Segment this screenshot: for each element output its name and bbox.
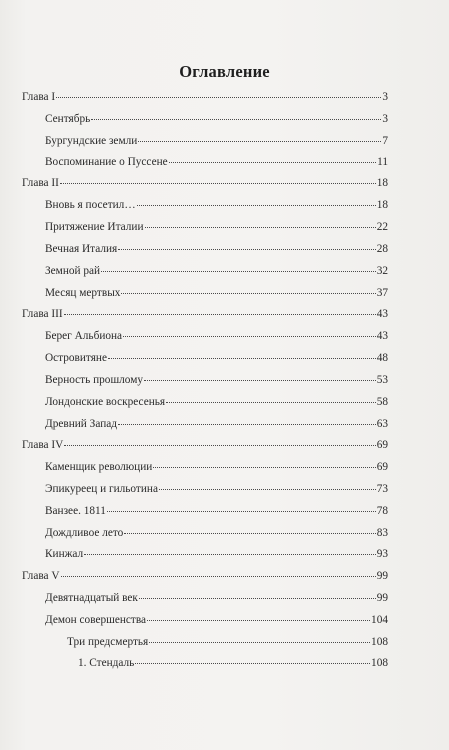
toc-entry-title: Эпикуреец и гильотина bbox=[45, 483, 158, 495]
dot-leader bbox=[118, 414, 376, 425]
toc-entry-title: Бургундские земли bbox=[45, 135, 138, 147]
toc-page-number: 104 bbox=[371, 614, 388, 626]
toc-page-number: 83 bbox=[376, 527, 388, 539]
toc-section-entry[interactable] bbox=[45, 503, 388, 517]
dot-leader bbox=[166, 392, 376, 403]
dot-leader bbox=[108, 348, 376, 359]
dot-leader bbox=[144, 370, 376, 381]
dot-leader bbox=[84, 544, 376, 555]
toc-entry-title: Сентябрь bbox=[45, 113, 91, 125]
toc-section-entry[interactable] bbox=[45, 350, 388, 364]
toc-page-number: 32 bbox=[376, 265, 388, 277]
dot-leader bbox=[123, 326, 376, 337]
toc-page-number: 73 bbox=[376, 483, 388, 495]
dot-leader bbox=[64, 304, 376, 315]
dot-leader bbox=[121, 283, 375, 294]
toc-entry-title: Глава I bbox=[22, 91, 56, 103]
toc-section-entry[interactable] bbox=[45, 546, 388, 560]
dot-leader bbox=[61, 566, 376, 577]
toc-section-entry[interactable] bbox=[45, 525, 388, 539]
dot-leader bbox=[135, 653, 370, 664]
toc-entry-title: Демон совершенства bbox=[45, 614, 147, 626]
toc-entry-title: Воспоминание о Пуссене bbox=[45, 156, 168, 168]
toc-entry-title: Островитяне bbox=[45, 352, 107, 364]
toc-entry-title: Глава II bbox=[22, 177, 59, 189]
toc-section-entry[interactable] bbox=[45, 481, 388, 495]
toc-section-entry[interactable] bbox=[45, 263, 388, 277]
dot-leader bbox=[137, 195, 376, 206]
toc-page-number: 43 bbox=[376, 330, 388, 342]
toc-entry-title: Ванзее. 1811 bbox=[45, 505, 106, 517]
dot-leader bbox=[149, 632, 370, 643]
toc-page-number: 18 bbox=[376, 199, 388, 211]
toc-entry-title: Вечная Италия bbox=[45, 243, 118, 255]
toc-entry-title: Земной рай bbox=[45, 265, 101, 277]
dot-leader bbox=[147, 610, 370, 621]
toc-entry-title: Лондонские воскресенья bbox=[45, 396, 166, 408]
toc-page-number: 53 bbox=[376, 374, 388, 386]
toc-page-number: 78 bbox=[376, 505, 388, 517]
dot-leader bbox=[60, 173, 376, 184]
toc-entry-title: 1. Стендаль bbox=[78, 657, 135, 669]
toc-page-number: 63 bbox=[376, 418, 388, 430]
toc-entry-title: Берег Альбиона bbox=[45, 330, 123, 342]
toc-section-entry[interactable] bbox=[45, 459, 388, 473]
dot-leader bbox=[169, 152, 376, 163]
toc-page-number: 11 bbox=[377, 156, 388, 168]
toc-page-number: 37 bbox=[376, 287, 388, 299]
toc-section-entry[interactable] bbox=[45, 197, 388, 211]
page-title: Оглавление bbox=[179, 62, 270, 81]
toc-section-entry[interactable] bbox=[45, 590, 388, 604]
toc-page-number: 93 bbox=[376, 548, 388, 560]
dot-leader bbox=[64, 435, 375, 446]
toc-page-number: 18 bbox=[376, 177, 388, 189]
dot-leader bbox=[101, 261, 376, 272]
toc-section-entry[interactable] bbox=[45, 328, 388, 342]
toc-entry-title: Кинжал bbox=[45, 548, 84, 560]
toc-section-entry[interactable] bbox=[45, 133, 388, 147]
dot-leader bbox=[138, 131, 381, 142]
toc-section-entry[interactable] bbox=[45, 394, 388, 408]
toc-page-number: 7 bbox=[382, 135, 388, 147]
toc-entry-title: Глава V bbox=[22, 570, 60, 582]
toc-page-number: 3 bbox=[382, 91, 388, 103]
toc-entry-title: Древний Запад bbox=[45, 418, 117, 430]
dot-leader bbox=[118, 239, 375, 250]
toc-entry-title: Девятнадцатый век bbox=[45, 592, 138, 604]
toc-section-entry[interactable] bbox=[45, 372, 388, 386]
toc-page-number: 22 bbox=[376, 221, 388, 233]
toc-chapter-entry[interactable] bbox=[22, 175, 388, 189]
toc-entry-title: Дождливое лето bbox=[45, 527, 124, 539]
dot-leader bbox=[159, 479, 376, 490]
toc-entry-title: Каменщик революции bbox=[45, 461, 153, 473]
toc-section-entry[interactable] bbox=[45, 241, 388, 255]
toc-entry-title: Вновь я посетил… bbox=[45, 199, 136, 211]
dot-leader bbox=[153, 457, 375, 468]
toc-entry-title: Притяжение Италии bbox=[45, 221, 144, 233]
toc-entry-title: Три предсмертья bbox=[67, 636, 149, 648]
toc-section-entry[interactable] bbox=[45, 219, 388, 233]
toc-section-entry[interactable] bbox=[45, 285, 388, 299]
toc-page-number: 43 bbox=[376, 308, 388, 320]
toc-page-number: 58 bbox=[376, 396, 388, 408]
toc-chapter-entry[interactable] bbox=[22, 437, 388, 451]
toc-entry-title: Верность прошлому bbox=[45, 374, 144, 386]
toc-chapter-entry[interactable] bbox=[22, 568, 388, 582]
toc-page-number: 69 bbox=[376, 439, 388, 451]
toc-page-number: 69 bbox=[376, 461, 388, 473]
toc-page-number: 48 bbox=[376, 352, 388, 364]
toc-section-entry[interactable] bbox=[45, 416, 388, 430]
dot-leader bbox=[91, 109, 381, 120]
toc-page-number: 99 bbox=[376, 592, 388, 604]
toc-page-number: 99 bbox=[376, 570, 388, 582]
toc-chapter-entry[interactable] bbox=[22, 306, 388, 320]
toc-section-entry[interactable] bbox=[45, 612, 388, 626]
dot-leader bbox=[139, 588, 376, 599]
dot-leader bbox=[124, 523, 375, 534]
toc-page-number: 108 bbox=[371, 636, 388, 648]
toc-entry-title: Глава IV bbox=[22, 439, 64, 451]
dot-leader bbox=[145, 217, 376, 228]
toc-page-number: 3 bbox=[382, 113, 388, 125]
toc-page-number: 28 bbox=[376, 243, 388, 255]
dot-leader bbox=[107, 501, 376, 512]
toc-entry-title: Месяц мертвых bbox=[45, 287, 121, 299]
toc-section-entry[interactable] bbox=[45, 111, 388, 125]
toc-section-entry[interactable] bbox=[45, 154, 388, 168]
toc-page-number: 108 bbox=[371, 657, 388, 669]
toc-entry-title: Глава III bbox=[22, 308, 63, 320]
toc-chapter-entry[interactable] bbox=[22, 89, 388, 103]
dot-leader bbox=[56, 87, 381, 98]
toc-section-entry[interactable] bbox=[78, 655, 388, 669]
toc-section-entry[interactable] bbox=[67, 634, 388, 648]
